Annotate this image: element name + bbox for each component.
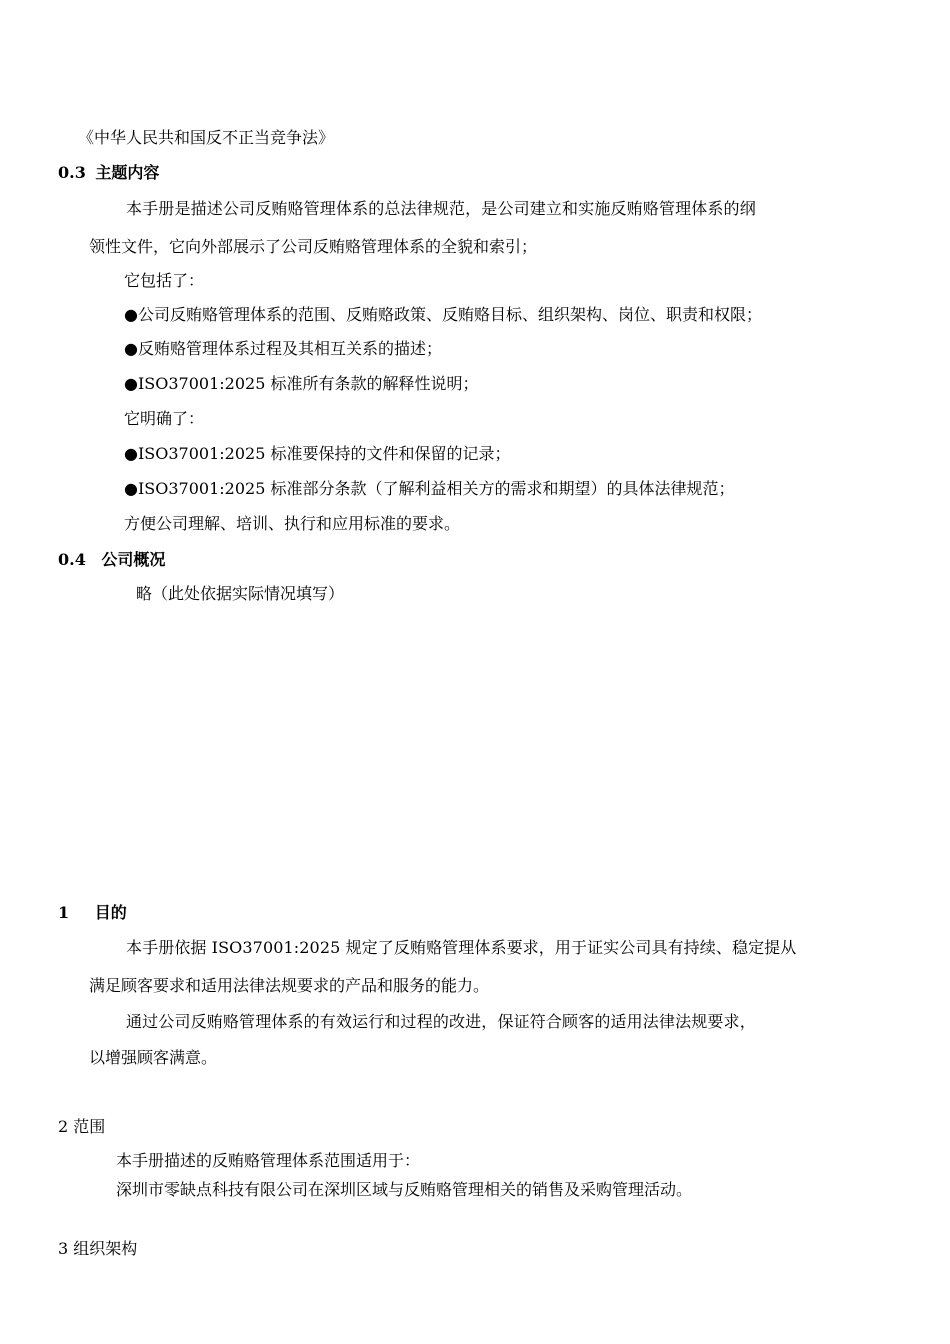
section-2-line1: 本手册描述的反贿赂管理体系范围适用于：: [116, 1151, 421, 1170]
section-1-para2-line1: 通过公司反贿赂管理体系的有效运行和过程的改进，保证符合顾客的适用法律法规要求，: [126, 1012, 756, 1031]
includes-item-3: ●ISO37001:2025 标准所有条款的解释性说明；: [124, 374, 479, 393]
clarifies-label: 它明确了：: [124, 409, 205, 428]
includes-label: 它包括了：: [124, 271, 205, 290]
law-reference: 《中华人民共和国反不正当竞争法》: [78, 128, 335, 147]
section-1-para2-line2: 以增强顾客满意。: [89, 1048, 218, 1067]
section-2-heading: 2 范围: [58, 1117, 106, 1136]
section-1-title: 目的: [94, 903, 127, 922]
section-2-line2: 深圳市零缺点科技有限公司在深圳区域与反贿赂管理相关的销售及采购管理活动。: [116, 1180, 693, 1199]
section-0-3-heading: [58, 162, 159, 184]
includes-item-2: ●反贿赂管理体系过程及其相互关系的描述；: [124, 339, 442, 358]
section-0-3-para1-line1: 本手册是描述公司反贿赂管理体系的总法律规范，是公司建立和实施反贿赂管理体系的纲: [126, 199, 756, 218]
clarifies-item-2: ●ISO37001:2025 标准部分条款（了解利益相关方的需求和期望）的具体法律规范；: [124, 479, 735, 498]
section-0-4-title: 公司概况: [101, 550, 166, 569]
includes-item-1: ●公司反贿赂管理体系的范围、反贿赂政策、反贿赂目标、组织架构、岗位、职责和权限；: [124, 305, 762, 324]
section-0-4-body: 略（此处依据实际情况填写）: [136, 584, 345, 603]
section-0-3-number: 0.3: [58, 163, 86, 182]
section-1-para1-line2: 满足顾客要求和适用法律法规要求的产品和服务的能力。: [89, 976, 490, 995]
section-0-4-heading: [58, 549, 165, 571]
section-1-para1-line1: 本手册依据 ISO37001:2025 规定了反贿赂管理体系要求，用于证实公司具有持续、稳定提从: [126, 938, 797, 957]
section-0-3-closing: 方便公司理解、培训、执行和应用标准的要求。: [124, 514, 461, 533]
section-0-4-number: 0.4: [58, 550, 86, 569]
section-0-3-title: 主题内容: [95, 163, 160, 182]
section-0-3-para1-line2: 领性文件，它向外部展示了公司反贿赂管理体系的全貌和索引；: [89, 237, 538, 256]
section-1-number: 1: [58, 903, 70, 922]
section-3-heading: 3 组织架构: [58, 1239, 138, 1258]
section-1-heading: [58, 902, 127, 924]
clarifies-item-1: ●ISO37001:2025 标准要保持的文件和保留的记录；: [124, 444, 511, 463]
